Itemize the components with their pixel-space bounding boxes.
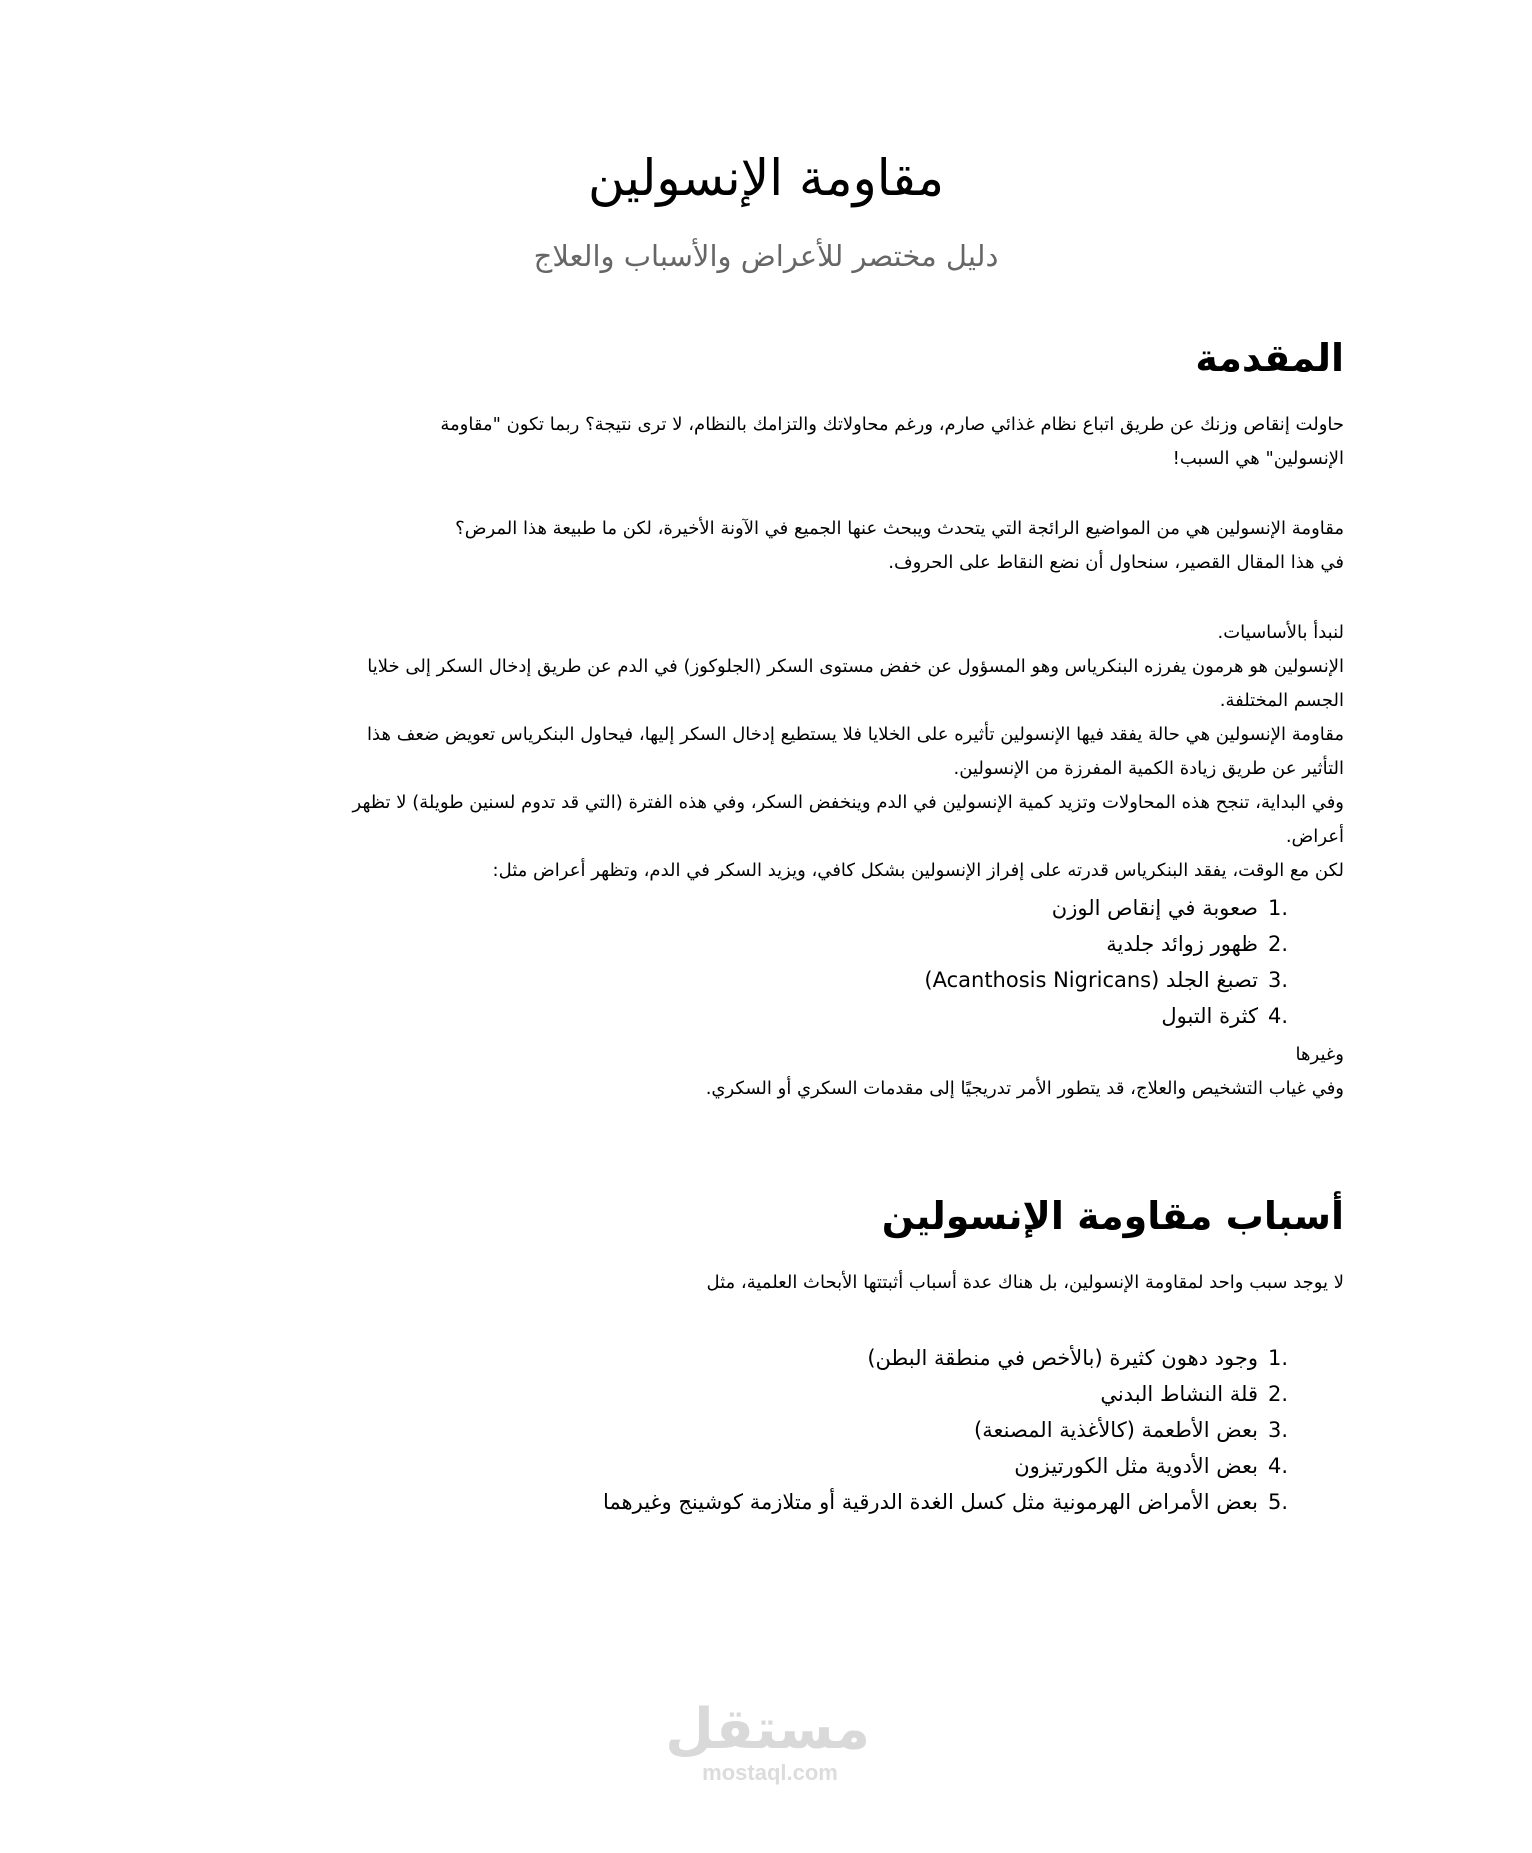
list-number: 1.: [1267, 1346, 1288, 1370]
list-item: [228, 1340, 1344, 1376]
list-item-text: بعض الأمراض الهرمونية مثل كسل الغدة الدرقية أو متلازمة كوشينج وغيرهما: [603, 1490, 1258, 1514]
text-line: وفي غياب التشخيص والعلاج، قد يتطور الأمر تدريجيًا إلى مقدمات السكري أو السكري.: [705, 1078, 1344, 1099]
text-line: مقاومة الإنسولين هي من المواضيع الرائجة التي يتحدث ويبحث عنها الجميع في الآونة الأخيرة، لكن ما طبيعة هذا المرض؟: [455, 518, 1344, 539]
list-item-text: كثرة التبول: [1161, 1004, 1258, 1028]
list-item: [228, 1448, 1344, 1484]
list-item: [228, 998, 1344, 1034]
list-number: 4.: [1267, 1454, 1288, 1478]
list-number: 3.: [1267, 968, 1288, 992]
list-item-text: قلة النشاط البدني: [1100, 1382, 1258, 1406]
document-title: مقاومة الإنسولين: [587, 149, 945, 207]
list-number: 2.: [1267, 1382, 1288, 1406]
text-line: في هذا المقال القصير، سنحاول أن نضع النقاط على الحروف.: [888, 552, 1344, 573]
text-line: لنبدأ بالأساسيات.: [1217, 622, 1344, 643]
text-line: وفي البداية، تنجح هذه المحاولات وتزيد كمية الإنسولين في الدم وينخفض السكر، وفي هذه الفترة (التي قد تدوم لسنين طويلة) لا تظهر: [352, 792, 1344, 813]
list-item: [228, 890, 1344, 926]
list-item: [228, 1484, 1344, 1520]
text-line: الإنسولين" هي السبب!: [1172, 448, 1344, 469]
list-number: 1.: [1267, 896, 1288, 920]
list-item: [228, 1412, 1344, 1448]
list-number: 5.: [1267, 1490, 1288, 1514]
text-line: مقاومة الإنسولين هي حالة يفقد فيها الإنسولين تأثيره على الخلايا فلا يستطيع إدخال السكر إليها، فيحاول البنكرياس تعويض ضعف هذا: [367, 724, 1344, 745]
list-number: 3.: [1267, 1418, 1288, 1442]
intro-paragraph-1: [228, 408, 1344, 476]
document-subtitle: دليل مختصر للأعراض والأسباب والعلاج: [533, 239, 999, 273]
text-line: التأثير عن طريق زيادة الكمية المفرزة من الإنسولين.: [953, 758, 1344, 779]
list-item-text: بعض الأدوية مثل الكورتيزون: [1014, 1454, 1258, 1478]
list-number: 4.: [1267, 1004, 1288, 1028]
causes-heading: أسباب مقاومة الإنسولين: [881, 1194, 1344, 1238]
text-line: لكن مع الوقت، يفقد البنكرياس قدرته على إفراز الإنسولين بشكل كافي، ويزيد السكر في الدم، وتظهر أعراض مثل:: [492, 860, 1344, 881]
watermark-latin: mostaql.com: [702, 1760, 838, 1785]
intro-paragraph-4: [228, 1038, 1344, 1106]
list-item: [228, 1376, 1344, 1412]
list-number: 2.: [1267, 932, 1288, 956]
symptoms-list: [228, 890, 1344, 1034]
list-item: [228, 962, 1344, 998]
list-item-text: صعوبة في إنقاص الوزن: [1051, 896, 1258, 920]
watermark-arabic: مستقل: [665, 1697, 870, 1762]
text-line: وغيرها: [1295, 1044, 1344, 1065]
text-line: الجسم المختلفة.: [1219, 690, 1344, 711]
list-item-text: ظهور زوائد جلدية: [1106, 932, 1258, 956]
text-line: أعراض.: [1285, 826, 1344, 847]
list-item-text: بعض الأطعمة (كالأغذية المصنعة): [974, 1418, 1258, 1442]
list-item-text: تصبغ الجلد (Acanthosis Nigricans): [924, 968, 1258, 992]
text-line: لا يوجد سبب واحد لمقاومة الإنسولين، بل هناك عدة أسباب أثبتتها الأبحاث العلمية، مثل: [706, 1272, 1344, 1293]
intro-heading: المقدمة: [1195, 336, 1344, 380]
intro-paragraph-2: [228, 512, 1344, 580]
causes-list: [228, 1340, 1344, 1520]
causes-intro: [228, 1266, 1344, 1300]
list-item-text: وجود دهون كثيرة (بالأخص في منطقة البطن): [867, 1346, 1258, 1370]
mostaql-watermark-logo: [665, 1697, 870, 1786]
text-line: الإنسولين هو هرمون يفرزه البنكرياس وهو المسؤول عن خفض مستوى السكر (الجلوكوز) في الدم عن طريق إدخال السكر إلى خلايا: [367, 656, 1344, 677]
intro-paragraph-3: [228, 616, 1344, 888]
list-item: [228, 926, 1344, 962]
text-line: حاولت إنقاص وزنك عن طريق اتباع نظام غذائي صارم، ورغم محاولاتك والتزامك بالنظام، لا ترى نتيجة؟ ربما تكون "مقاومة: [440, 414, 1344, 435]
